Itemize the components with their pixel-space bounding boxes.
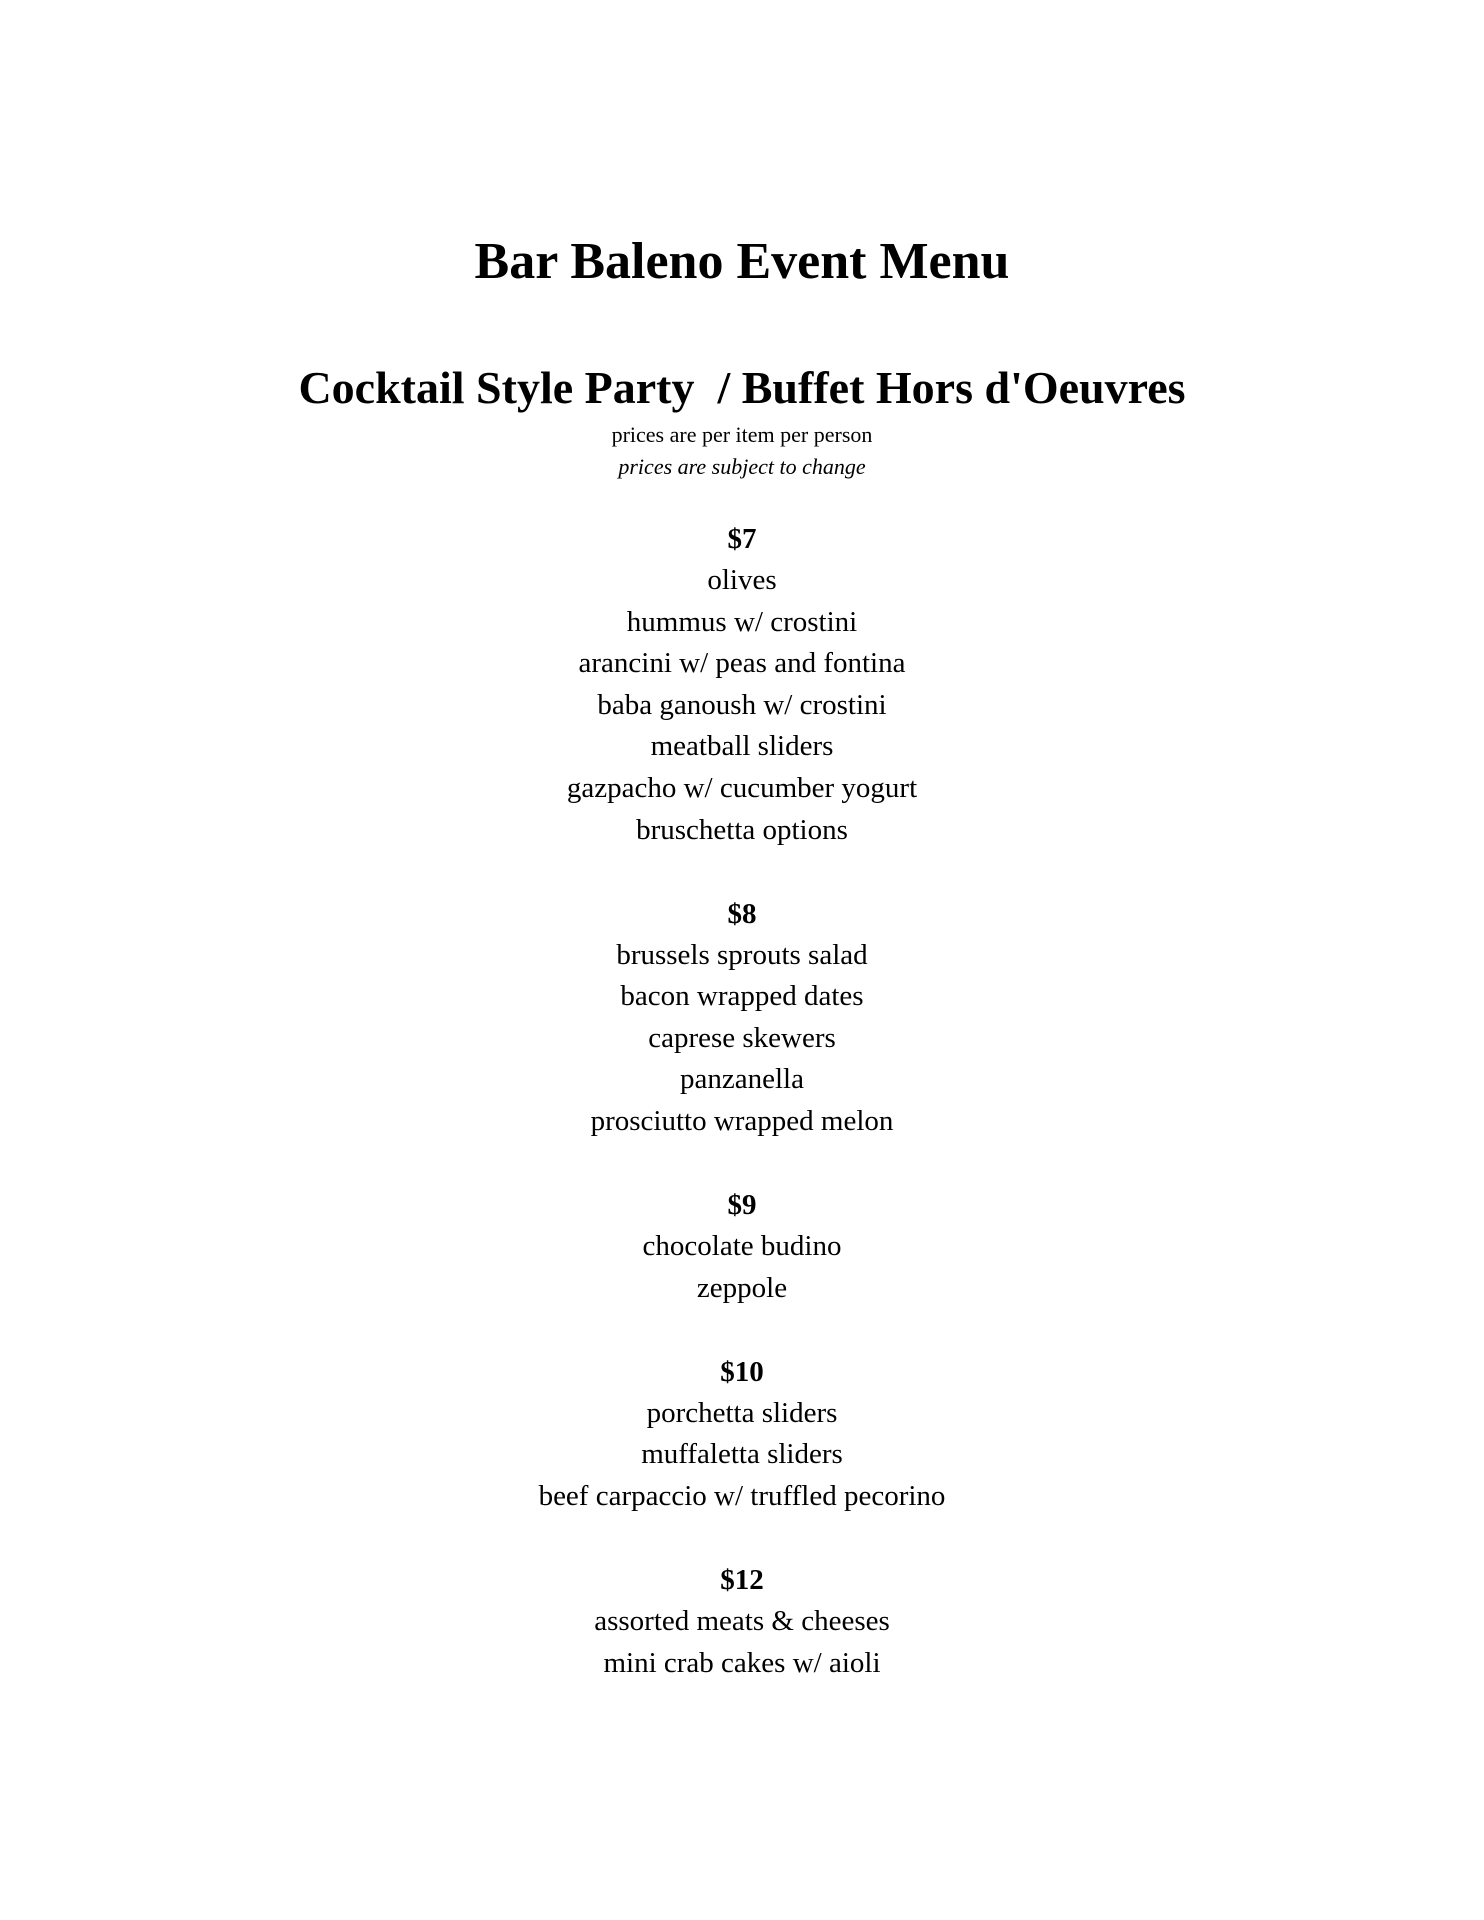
menu-item: olives <box>707 564 777 596</box>
price-section <box>0 893 1484 1143</box>
price-section <box>0 1184 1484 1309</box>
price-change-note: prices are subject to change <box>618 454 866 479</box>
menu-item: bruschetta options <box>636 813 848 846</box>
menu-item: muffaletta sliders <box>641 1438 843 1471</box>
price-heading: $7 <box>727 523 757 555</box>
menu-item: mini crab cakes w/ aioli <box>603 1646 881 1679</box>
menu-item: porchetta sliders <box>646 1396 838 1429</box>
menu-item: panzanella <box>680 1063 804 1096</box>
menu-item: baba ganoush w/ crostini <box>597 688 887 721</box>
menu-item: zeppole <box>696 1271 788 1304</box>
price-heading: $9 <box>727 1189 757 1222</box>
menu-item: meatball sliders <box>650 730 834 763</box>
menu-item: hummus w/ crostini <box>626 605 858 638</box>
menu-item: caprese skewers <box>648 1021 836 1054</box>
price-section <box>0 1351 1484 1518</box>
price-section <box>0 518 1484 851</box>
menu-subtitle: Cocktail Style Party / Buffet Hors d'Oeuvres <box>298 362 1186 413</box>
menu-sections <box>0 518 1484 1726</box>
menu-item: assorted meats & cheeses <box>594 1605 890 1638</box>
price-section <box>0 1559 1484 1684</box>
pricing-note: prices are per item per person <box>611 422 873 447</box>
menu-item: chocolate budino <box>642 1230 842 1263</box>
price-heading: $8 <box>727 897 757 930</box>
menu-item: arancini w/ peas and fontina <box>578 647 906 680</box>
page-title: Bar Baleno Event Menu <box>474 233 1010 290</box>
menu-item: bacon wrapped dates <box>620 980 864 1013</box>
menu-item: prosciutto wrapped melon <box>590 1105 894 1138</box>
price-heading: $12 <box>720 1564 764 1597</box>
menu-item: brussels sprouts salad <box>616 938 868 971</box>
menu-item: beef carpaccio w/ truffled pecorino <box>538 1480 946 1512</box>
price-heading: $10 <box>720 1355 764 1388</box>
menu-item: gazpacho w/ cucumber yogurt <box>566 771 918 804</box>
